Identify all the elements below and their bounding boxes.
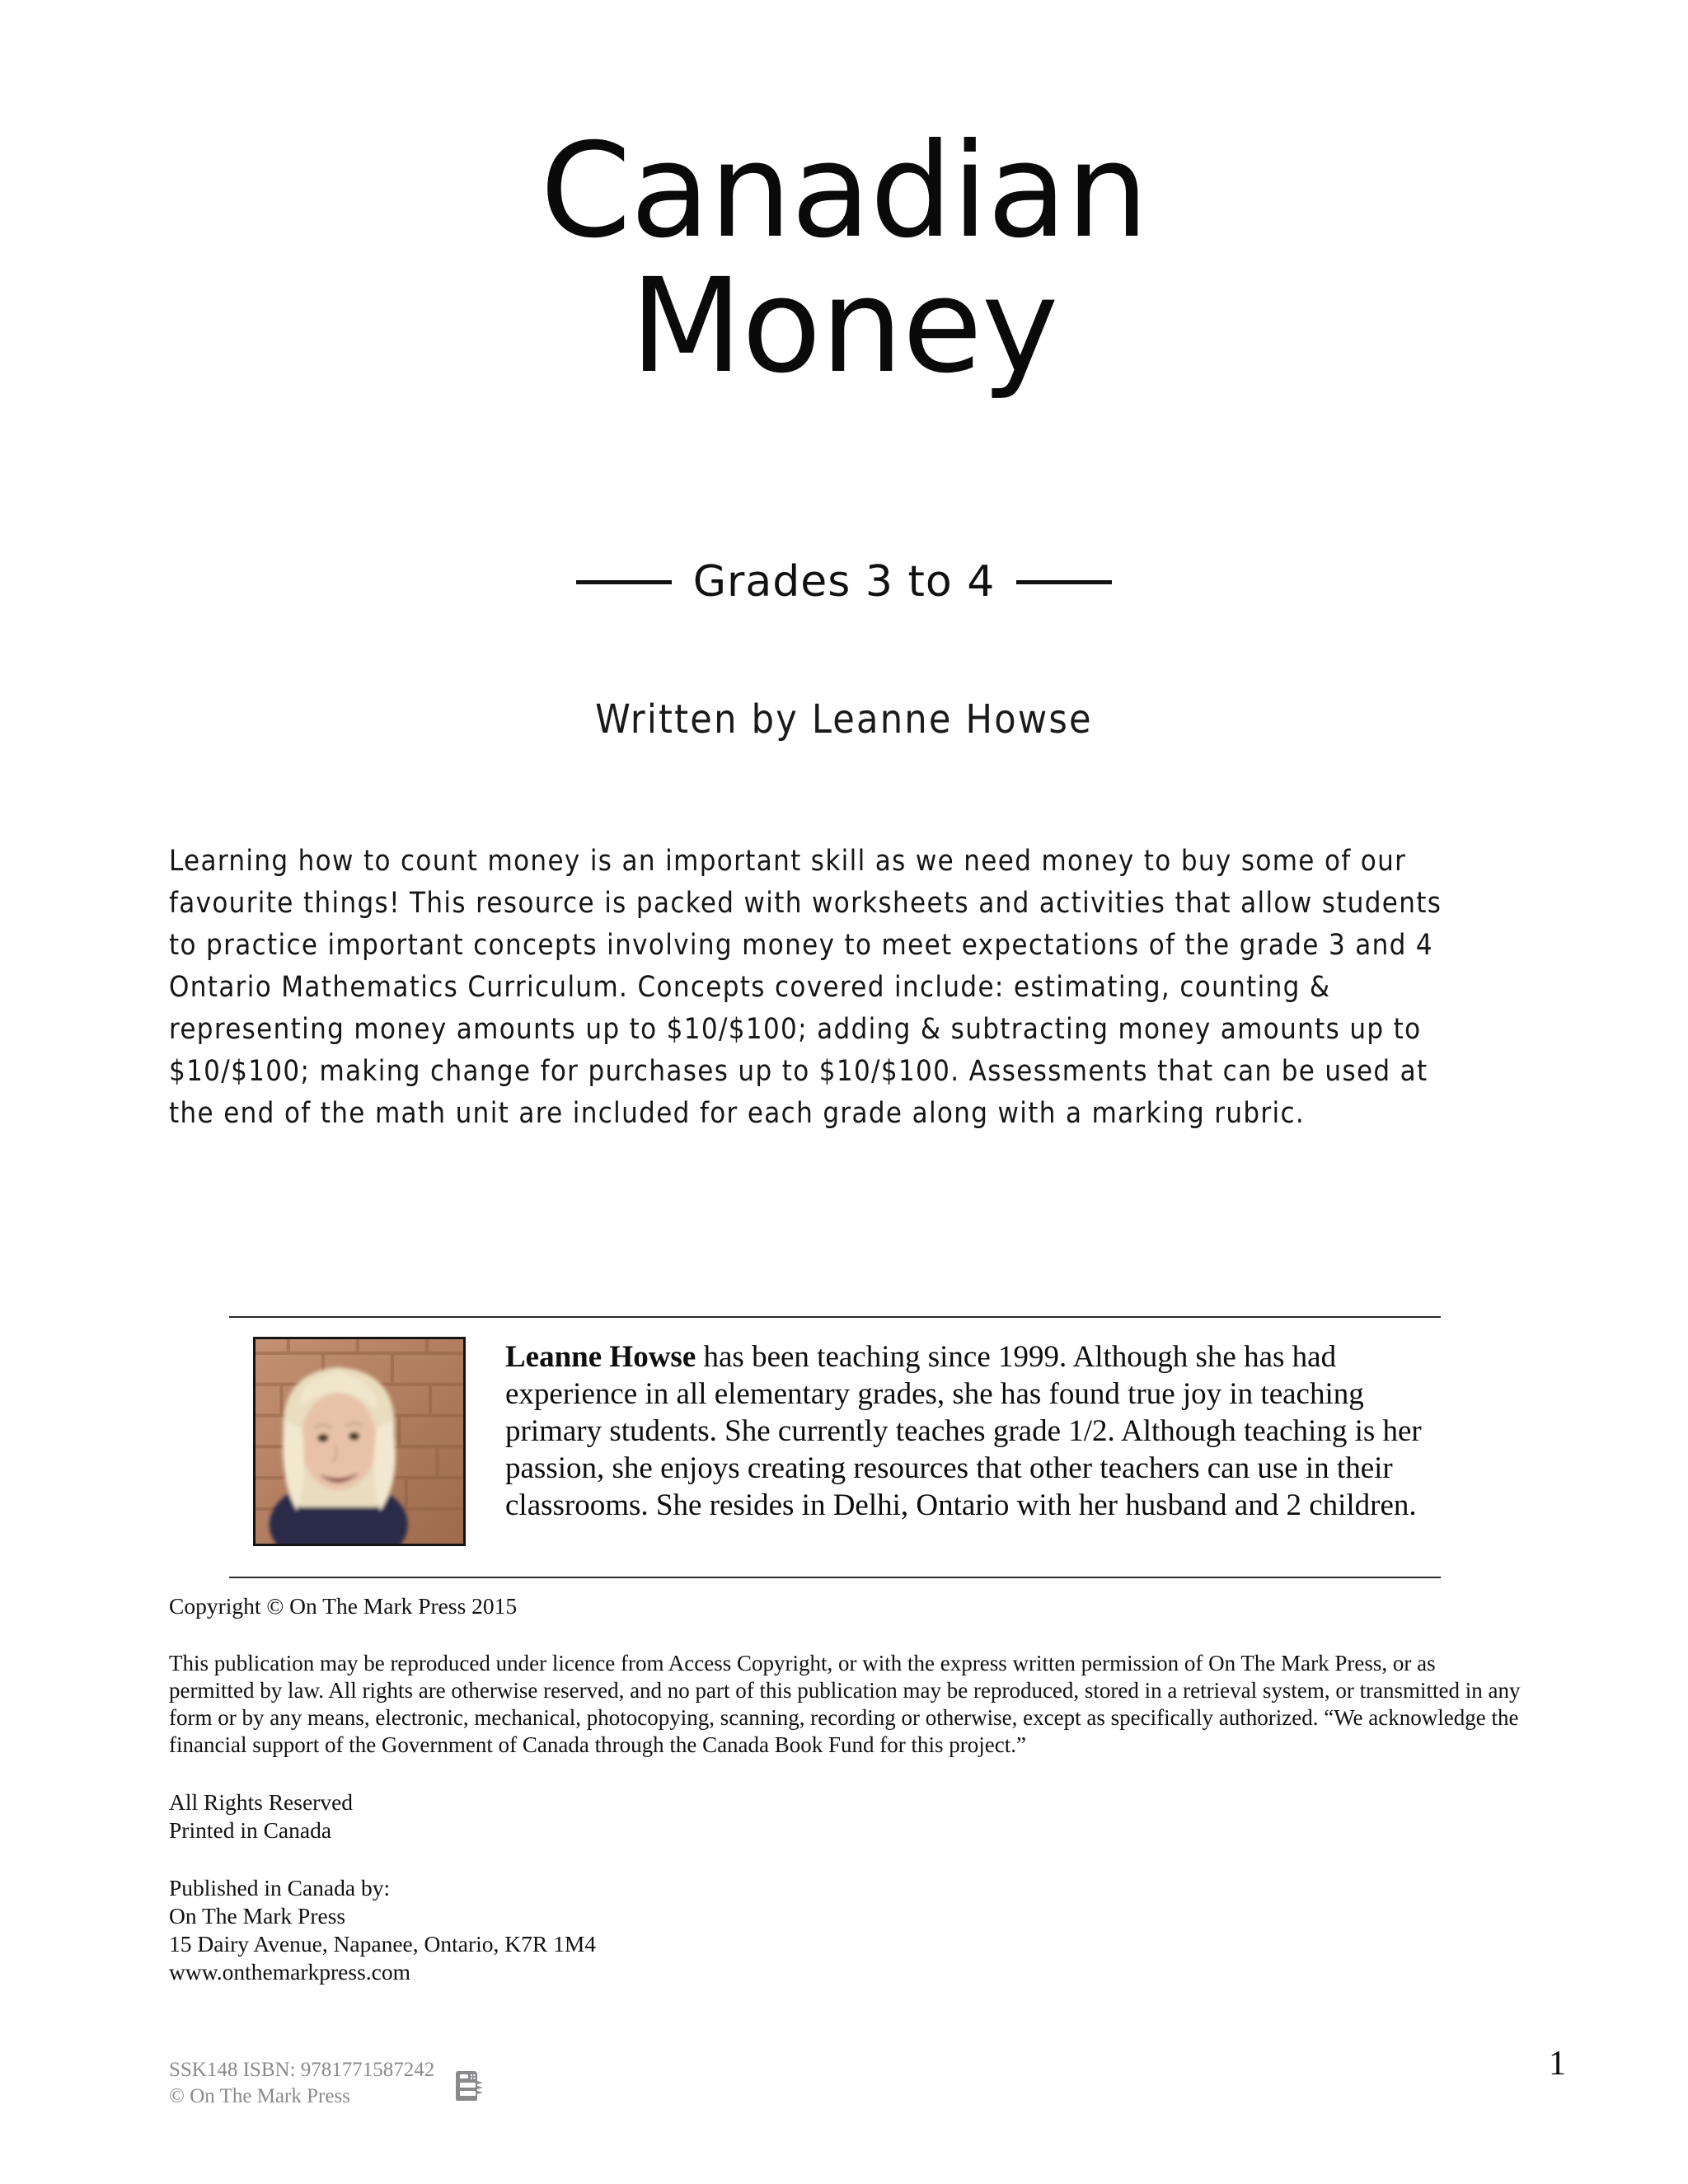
- publisher-line-1: Published in Canada by:: [169, 1875, 391, 1900]
- publisher-line-2: On The Mark Press: [169, 1903, 346, 1929]
- bio-divider-bottom: [229, 1577, 1441, 1578]
- rights-line-1: All Rights Reserved: [169, 1789, 354, 1815]
- licence-paragraph: This publication may be reproduced under licence from Access Copyright, or with the express written permission of On The Mark Press, or as permitted by law. All rights are otherwise reserved, and no part of this publication may be reproduced, stored in a retrieval system, or transmitted in any form or by any means, electronic, mechanical, photocopying, scanning, recording or otherwise, except as specifically authorized. “We acknowledge the financial support of the Government of Canada through the Canada Book Fund for this project.”: [169, 1651, 1521, 1757]
- rights-line-2: Printed in Canada: [169, 1817, 332, 1843]
- title-block: [0, 115, 1688, 403]
- publisher-line-3: 15 Dairy Avenue, Napanee, Ontario, K7R 1M4: [169, 1931, 597, 1957]
- publisher-block: [169, 1874, 1521, 1986]
- page-title-line-2: Money: [630, 251, 1058, 403]
- grades-row: [0, 557, 1688, 607]
- grades-label: Grades 3 to 4: [692, 557, 996, 607]
- copyright-line: Copyright © On The Mark Press 2015: [169, 1593, 518, 1619]
- author-byline: Written by Leanne Howse: [595, 696, 1093, 743]
- author-bio-body: has been teaching since 1999. Although she has had experience in all elementary grades, she has found true joy in teaching primary students. She currently teaches grade 1/2. Although teaching is her passion, she enjoys creating resources that other teachers can use in their classrooms. She resides in Delhi, Ontario with her husband and 2 children.: [505, 1340, 1422, 1522]
- legal-block: [169, 1592, 1521, 1986]
- portrait-image: [256, 1339, 463, 1544]
- grades-rule-left-icon: [576, 580, 672, 584]
- page-number: 1: [1549, 2045, 1566, 2083]
- author-bio-block: [253, 1337, 1448, 1546]
- bio-divider-top: [229, 1316, 1441, 1318]
- photocopier-icon: [451, 2064, 485, 2102]
- page-title-line-1: Canadian: [540, 115, 1148, 267]
- intro-paragraph: Learning how to count money is an important skill as we need money to buy some of our favourite things! This resource is packed with worksheets and activities that allow students to practice important concepts involving money to meet expectations of the grade 3 and 4 Ontario Mathematics Curriculum. Concepts covered include: estimating, counting & representing money amounts up to $10/$100; adding & subtracting money amounts up to $10/$100; making change for purchases up to $10/$100. Assessments that can be used at the end of the math unit are included for each grade along with a marking rubric.: [169, 845, 1442, 1130]
- footer-press-line: © On The Mark Press: [169, 2085, 350, 2107]
- rights-block: [169, 1788, 1521, 1844]
- page-footer: [169, 2057, 485, 2110]
- footer-code-line: SSK148 ISBN: 9781771587242: [169, 2059, 435, 2081]
- grades-rule-right-icon: [1016, 580, 1112, 584]
- author-portrait-photo: [253, 1337, 466, 1546]
- footer-text-block: [169, 2057, 434, 2110]
- author-bio-text: [505, 1337, 1448, 1524]
- publisher-website: www.onthemarkpress.com: [169, 1959, 411, 1985]
- author-bio-name: Leanne Howse: [505, 1340, 696, 1374]
